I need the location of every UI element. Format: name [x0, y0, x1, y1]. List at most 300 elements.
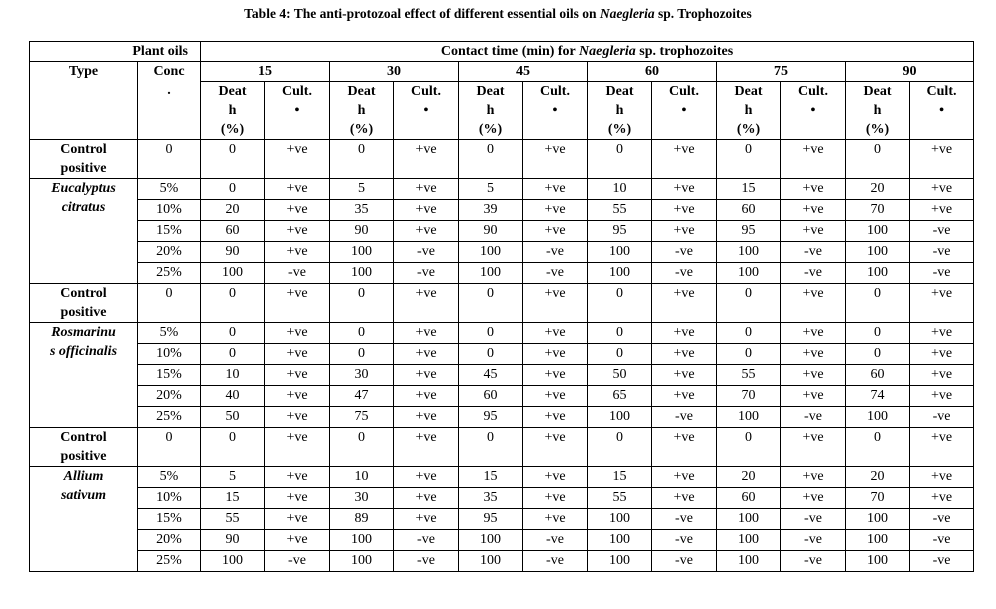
cult-cell: -ve	[523, 551, 588, 572]
control-label	[30, 284, 138, 323]
cult-cell: -ve	[394, 242, 459, 263]
death-line1: Deat	[476, 84, 505, 99]
death-cell: 70	[846, 200, 910, 221]
cult-cell: +ve	[523, 344, 588, 365]
cult-cell: +ve	[652, 284, 717, 323]
death-cell: 55	[201, 509, 265, 530]
cult-cell: +ve	[265, 530, 330, 551]
control-label	[30, 140, 138, 179]
death-cell: 47	[330, 386, 394, 407]
death-line2: h	[873, 103, 882, 118]
death-header	[717, 82, 781, 140]
death-cell: 0	[717, 284, 781, 323]
header-row-1	[30, 42, 974, 62]
essential-oils-table	[29, 41, 974, 572]
table-row	[30, 509, 974, 530]
death-cell: 0	[846, 344, 910, 365]
cult-header	[265, 82, 330, 140]
cult-cell: -ve	[781, 530, 846, 551]
control-line1: Control	[60, 430, 107, 445]
table-row	[30, 263, 974, 284]
death-cell: 100	[459, 263, 523, 284]
cult-cell: +ve	[652, 179, 717, 200]
death-cell: 30	[330, 488, 394, 509]
cult-cell: +ve	[394, 221, 459, 242]
death-cell: 0	[330, 428, 394, 467]
cult-cell: +ve	[781, 428, 846, 467]
cult-cell: +ve	[394, 509, 459, 530]
control-row	[30, 284, 974, 323]
cult-cell: -ve	[394, 551, 459, 572]
conc-cell: 25%	[138, 407, 201, 428]
cult-cell: +ve	[781, 467, 846, 488]
death-cell: 100	[588, 509, 652, 530]
death-cell: 90	[330, 221, 394, 242]
cult-line1: Cult.	[411, 84, 441, 99]
cult-cell: -ve	[910, 530, 974, 551]
death-line1: Deat	[605, 84, 634, 99]
death-header	[588, 82, 652, 140]
death-line2: h	[486, 103, 495, 118]
cult-cell: +ve	[265, 140, 330, 179]
death-cell: 0	[201, 344, 265, 365]
cult-cell: +ve	[265, 242, 330, 263]
cult-cell: +ve	[394, 407, 459, 428]
time-header: 90	[846, 62, 974, 82]
death-line2: h	[744, 103, 753, 118]
cult-line2: •	[552, 103, 558, 118]
death-cell: 0	[330, 140, 394, 179]
cult-cell: +ve	[394, 323, 459, 344]
table-row	[30, 242, 974, 263]
death-line1: Deat	[863, 84, 892, 99]
death-cell: 95	[588, 221, 652, 242]
cult-cell: +ve	[910, 365, 974, 386]
cult-cell: +ve	[523, 467, 588, 488]
death-header	[201, 82, 265, 140]
death-cell: 100	[201, 551, 265, 572]
table-row	[30, 530, 974, 551]
cult-cell: +ve	[394, 140, 459, 179]
cult-cell: -ve	[652, 242, 717, 263]
death-line3: (%)	[478, 122, 503, 137]
cult-line1: Cult.	[282, 84, 312, 99]
cult-header	[523, 82, 588, 140]
cult-cell: +ve	[781, 386, 846, 407]
cult-cell: +ve	[652, 344, 717, 365]
cult-cell: +ve	[781, 140, 846, 179]
cult-cell: +ve	[523, 365, 588, 386]
death-cell: 45	[459, 365, 523, 386]
conc-header	[138, 62, 201, 140]
cult-cell: -ve	[523, 530, 588, 551]
death-cell: 100	[459, 242, 523, 263]
death-cell: 50	[588, 365, 652, 386]
death-line2: h	[615, 103, 624, 118]
cult-cell: -ve	[781, 407, 846, 428]
cult-cell: +ve	[781, 365, 846, 386]
death-cell: 100	[846, 407, 910, 428]
death-cell: 50	[201, 407, 265, 428]
cult-cell: +ve	[652, 365, 717, 386]
death-cell: 60	[717, 488, 781, 509]
death-cell: 100	[846, 242, 910, 263]
death-cell: 100	[588, 551, 652, 572]
death-cell: 0	[459, 428, 523, 467]
conc-cell: 10%	[138, 344, 201, 365]
death-line3: (%)	[607, 122, 632, 137]
death-line1: Deat	[734, 84, 763, 99]
death-cell: 0	[717, 323, 781, 344]
death-cell: 0	[717, 428, 781, 467]
cult-cell: +ve	[265, 221, 330, 242]
death-cell: 5	[201, 467, 265, 488]
cult-cell: +ve	[265, 467, 330, 488]
cult-cell: +ve	[781, 323, 846, 344]
death-cell: 100	[846, 530, 910, 551]
table-row	[30, 365, 974, 386]
cult-cell: +ve	[652, 467, 717, 488]
cult-header	[652, 82, 717, 140]
contact-time-header	[201, 42, 974, 62]
death-cell: 55	[588, 200, 652, 221]
cult-line1: Cult.	[926, 84, 957, 99]
death-cell: 89	[330, 509, 394, 530]
cult-cell: -ve	[910, 242, 974, 263]
cult-header	[910, 82, 974, 140]
death-line2: h	[357, 103, 366, 118]
cult-cell: +ve	[781, 221, 846, 242]
death-cell: 15	[717, 179, 781, 200]
death-cell: 15	[459, 467, 523, 488]
death-cell: 0	[201, 140, 265, 179]
time-header: 30	[330, 62, 459, 82]
cult-cell: -ve	[652, 509, 717, 530]
cult-cell: +ve	[265, 344, 330, 365]
cult-cell: -ve	[523, 242, 588, 263]
conc-cell: 15%	[138, 509, 201, 530]
conc-cell: 5%	[138, 323, 201, 344]
oil-type-line2: s officinalis	[49, 344, 118, 359]
death-cell: 100	[717, 242, 781, 263]
cult-cell: -ve	[394, 530, 459, 551]
death-cell: 20	[846, 467, 910, 488]
cult-cell: +ve	[265, 509, 330, 530]
cult-cell: -ve	[652, 530, 717, 551]
oil-type-line2: sativum	[60, 488, 107, 503]
control-line2: positive	[60, 161, 107, 176]
death-cell: 0	[846, 323, 910, 344]
table-row	[30, 488, 974, 509]
death-cell: 65	[588, 386, 652, 407]
death-cell: 0	[459, 284, 523, 323]
death-cell: 100	[846, 263, 910, 284]
death-cell: 70	[846, 488, 910, 509]
cult-line2: •	[810, 103, 816, 118]
plant-oils-header: Plant oils	[30, 42, 201, 62]
caption-italic: Naegleria	[599, 6, 655, 21]
cult-cell: +ve	[910, 386, 974, 407]
death-cell: 0	[330, 344, 394, 365]
cult-cell: +ve	[523, 488, 588, 509]
cult-line2: •	[681, 103, 687, 118]
conc-cell: 20%	[138, 530, 201, 551]
death-cell: 70	[717, 386, 781, 407]
cult-cell: +ve	[910, 284, 974, 323]
cult-cell: +ve	[781, 488, 846, 509]
cult-cell: +ve	[265, 200, 330, 221]
death-cell: 15	[201, 488, 265, 509]
cult-cell: +ve	[523, 200, 588, 221]
oil-type-cell	[30, 323, 138, 428]
death-cell: 10	[330, 467, 394, 488]
cult-cell: +ve	[394, 365, 459, 386]
death-cell: 55	[588, 488, 652, 509]
cult-cell: +ve	[265, 323, 330, 344]
death-header	[846, 82, 910, 140]
death-line3: (%)	[865, 122, 890, 137]
death-cell: 100	[717, 263, 781, 284]
cult-cell: -ve	[265, 263, 330, 284]
death-cell: 90	[201, 530, 265, 551]
conc-cell: 0	[138, 428, 201, 467]
death-cell: 90	[201, 242, 265, 263]
cult-cell: +ve	[394, 344, 459, 365]
death-cell: 5	[459, 179, 523, 200]
death-cell: 100	[588, 242, 652, 263]
cult-cell: +ve	[394, 386, 459, 407]
cult-cell: +ve	[523, 509, 588, 530]
death-cell: 0	[717, 344, 781, 365]
cult-cell: +ve	[652, 488, 717, 509]
cult-line1: Cult.	[540, 84, 570, 99]
cult-cell: -ve	[652, 263, 717, 284]
death-cell: 0	[201, 179, 265, 200]
cult-cell: +ve	[910, 140, 974, 179]
oil-type-line1: Allium	[63, 469, 104, 484]
death-cell: 100	[846, 509, 910, 530]
death-cell: 0	[330, 284, 394, 323]
cult-cell: -ve	[781, 509, 846, 530]
cult-header	[394, 82, 459, 140]
cult-cell: -ve	[523, 263, 588, 284]
cult-line1: Cult.	[669, 84, 699, 99]
conc-cell: 5%	[138, 467, 201, 488]
death-cell: 15	[588, 467, 652, 488]
type-header: Type	[30, 62, 138, 140]
cult-cell: +ve	[781, 200, 846, 221]
control-line2: positive	[60, 305, 107, 320]
cult-cell: +ve	[652, 428, 717, 467]
cult-cell: +ve	[910, 428, 974, 467]
death-cell: 0	[717, 140, 781, 179]
death-line1: Deat	[218, 84, 247, 99]
cult-cell: +ve	[523, 323, 588, 344]
cult-cell: -ve	[781, 263, 846, 284]
control-row	[30, 140, 974, 179]
death-cell: 0	[588, 140, 652, 179]
cult-cell: +ve	[523, 386, 588, 407]
cult-cell: -ve	[910, 263, 974, 284]
cult-cell: +ve	[265, 284, 330, 323]
death-cell: 0	[846, 284, 910, 323]
cult-cell: -ve	[394, 263, 459, 284]
control-row	[30, 428, 974, 467]
cult-cell: -ve	[781, 551, 846, 572]
death-cell: 100	[846, 551, 910, 572]
death-cell: 74	[846, 386, 910, 407]
death-cell: 60	[717, 200, 781, 221]
cult-cell: +ve	[781, 179, 846, 200]
cult-cell: -ve	[910, 407, 974, 428]
cult-cell: +ve	[394, 284, 459, 323]
time-header: 15	[201, 62, 330, 82]
death-cell: 100	[330, 551, 394, 572]
table-row	[30, 200, 974, 221]
cult-cell: +ve	[781, 284, 846, 323]
conc-line1: Conc	[153, 64, 185, 79]
cult-cell: +ve	[910, 200, 974, 221]
death-line3: (%)	[220, 122, 245, 137]
conc-cell: 0	[138, 284, 201, 323]
death-cell: 0	[201, 428, 265, 467]
table-row	[30, 221, 974, 242]
cult-cell: +ve	[265, 365, 330, 386]
death-cell: 20	[846, 179, 910, 200]
control-line1: Control	[60, 142, 107, 157]
death-cell: 10	[588, 179, 652, 200]
cult-cell: +ve	[394, 428, 459, 467]
cult-cell: +ve	[523, 428, 588, 467]
death-cell: 0	[459, 323, 523, 344]
conc-cell: 0	[138, 140, 201, 179]
death-cell: 35	[459, 488, 523, 509]
death-cell: 95	[459, 509, 523, 530]
caption-suffix: sp. Trophozoites	[654, 6, 752, 21]
death-cell: 30	[330, 365, 394, 386]
death-cell: 0	[846, 140, 910, 179]
death-cell: 39	[459, 200, 523, 221]
oil-type-cell	[30, 179, 138, 284]
death-cell: 100	[330, 530, 394, 551]
death-line2: h	[228, 103, 237, 118]
cult-cell: +ve	[523, 407, 588, 428]
death-cell: 0	[588, 428, 652, 467]
death-cell: 100	[588, 263, 652, 284]
cult-cell: -ve	[910, 221, 974, 242]
death-cell: 20	[717, 467, 781, 488]
cult-cell: +ve	[394, 200, 459, 221]
oil-type-line1: Rosmarinu	[51, 325, 116, 340]
cult-cell: +ve	[523, 284, 588, 323]
cult-cell: +ve	[265, 428, 330, 467]
death-cell: 95	[717, 221, 781, 242]
cult-header	[781, 82, 846, 140]
death-cell: 100	[201, 263, 265, 284]
death-cell: 100	[717, 509, 781, 530]
death-cell: 60	[201, 221, 265, 242]
time-header: 75	[717, 62, 846, 82]
cult-cell: +ve	[523, 140, 588, 179]
oil-type-cell	[30, 467, 138, 572]
cult-cell: +ve	[265, 488, 330, 509]
death-cell: 0	[201, 284, 265, 323]
death-cell: 95	[459, 407, 523, 428]
death-cell: 100	[588, 407, 652, 428]
death-cell: 100	[846, 221, 910, 242]
cult-cell: -ve	[265, 551, 330, 572]
death-cell: 5	[330, 179, 394, 200]
death-cell: 100	[459, 551, 523, 572]
conc-cell: 25%	[138, 551, 201, 572]
cult-cell: +ve	[523, 221, 588, 242]
cult-cell: +ve	[910, 488, 974, 509]
death-cell: 100	[588, 530, 652, 551]
table-caption	[0, 6, 996, 22]
cult-cell: -ve	[910, 509, 974, 530]
table-row	[30, 386, 974, 407]
death-cell: 100	[330, 242, 394, 263]
death-line1: Deat	[347, 84, 376, 99]
time-header: 60	[588, 62, 717, 82]
oil-type-line1: Eucalyptus	[51, 181, 116, 196]
cult-cell: +ve	[394, 488, 459, 509]
conc-line2: .	[167, 83, 171, 98]
death-cell: 0	[459, 140, 523, 179]
control-line1: Control	[60, 286, 107, 301]
time-header: 45	[459, 62, 588, 82]
conc-cell: 15%	[138, 365, 201, 386]
cult-cell: +ve	[265, 386, 330, 407]
death-cell: 10	[201, 365, 265, 386]
cult-line2: •	[423, 103, 429, 118]
table-row	[30, 344, 974, 365]
header-row-2	[30, 62, 974, 82]
cult-cell: +ve	[910, 179, 974, 200]
conc-cell: 25%	[138, 263, 201, 284]
cult-cell: +ve	[652, 323, 717, 344]
cult-cell: -ve	[910, 551, 974, 572]
cult-cell: +ve	[394, 467, 459, 488]
conc-cell: 15%	[138, 221, 201, 242]
death-cell: 100	[330, 263, 394, 284]
cult-line2: •	[939, 103, 944, 118]
cult-line1: Cult.	[798, 84, 828, 99]
death-cell: 0	[588, 323, 652, 344]
death-line3: (%)	[736, 122, 761, 137]
cult-line2: •	[294, 103, 300, 118]
table-row	[30, 323, 974, 344]
death-line3: (%)	[349, 122, 374, 137]
cult-cell: +ve	[652, 140, 717, 179]
cult-cell: +ve	[652, 200, 717, 221]
death-cell: 75	[330, 407, 394, 428]
death-cell: 0	[588, 344, 652, 365]
table-row	[30, 407, 974, 428]
conc-cell: 20%	[138, 386, 201, 407]
death-cell: 0	[459, 344, 523, 365]
cult-cell: +ve	[910, 323, 974, 344]
death-cell: 100	[717, 407, 781, 428]
cult-cell: +ve	[652, 221, 717, 242]
oil-type-line2: citratus	[61, 200, 106, 215]
conc-cell: 10%	[138, 200, 201, 221]
table-body	[30, 140, 974, 572]
cult-cell: +ve	[781, 344, 846, 365]
caption-prefix: Table 4: The anti-protozoal effect of different essential oils on	[244, 6, 600, 21]
death-header	[459, 82, 523, 140]
cult-cell: +ve	[394, 179, 459, 200]
